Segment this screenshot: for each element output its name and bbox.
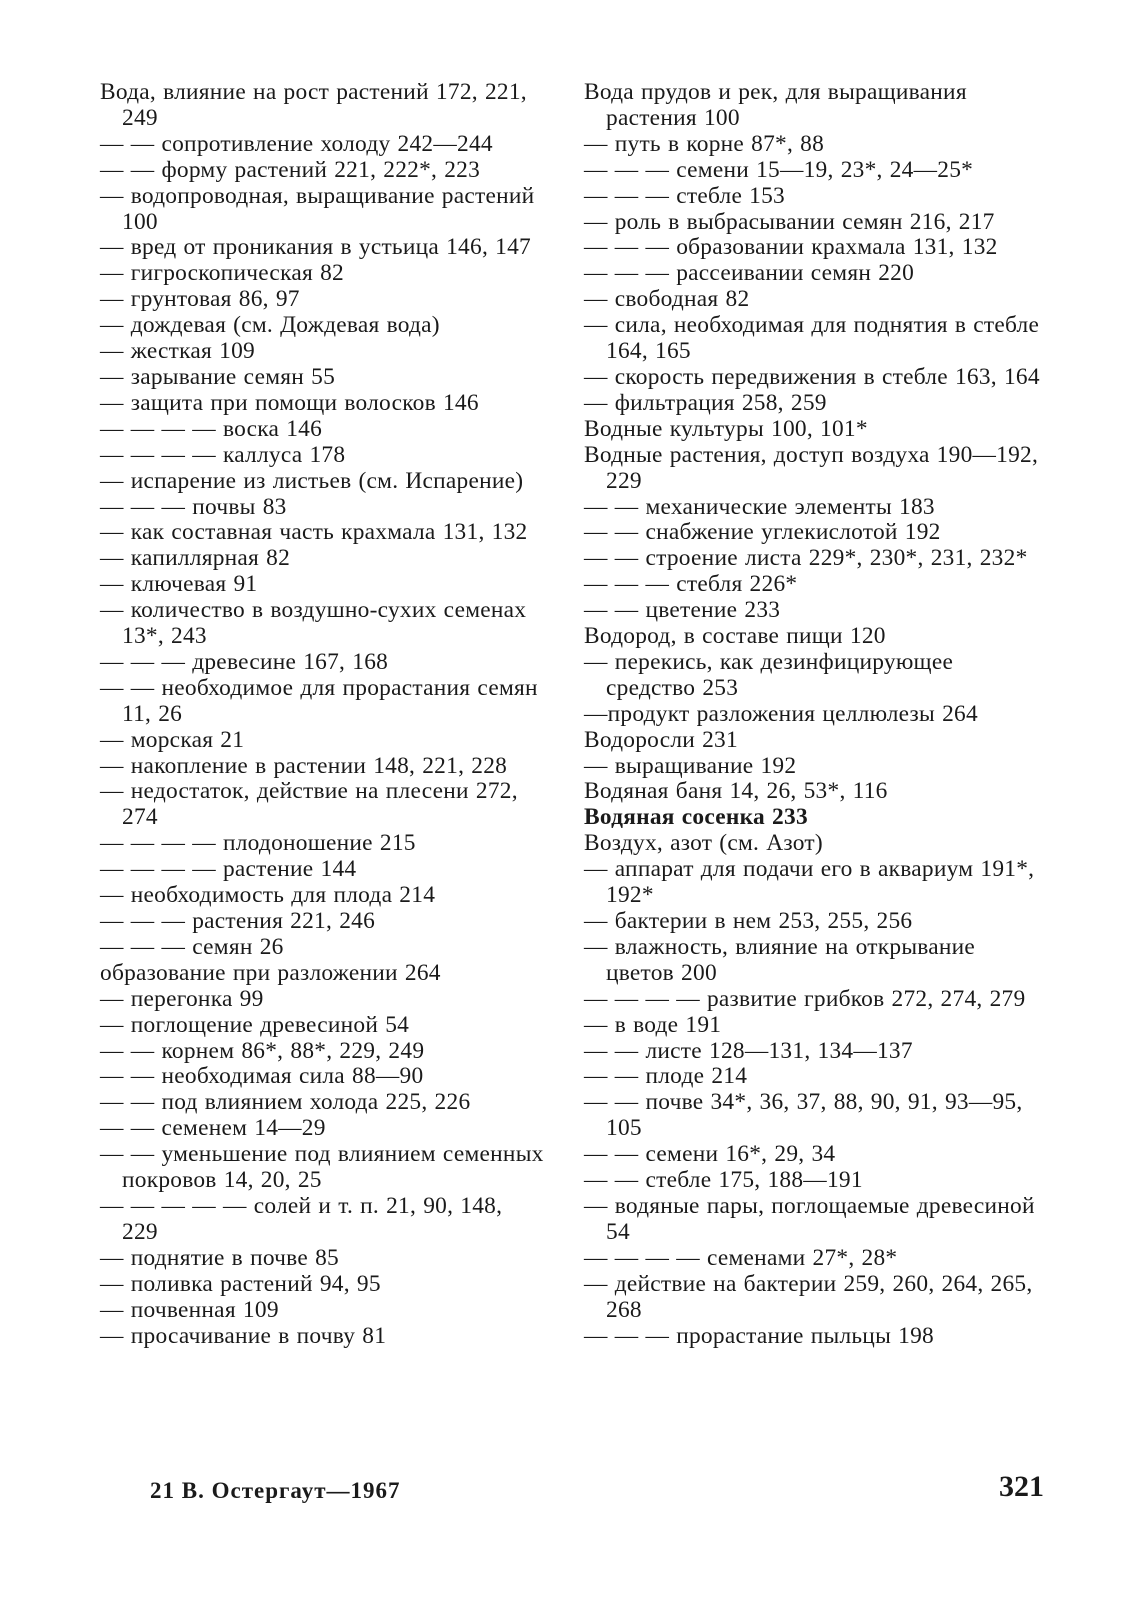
index-entry: — фильтрация 258, 259	[584, 389, 827, 416]
index-entry: — — цветение 233	[584, 597, 781, 624]
index-entry: образование при разложении 264	[100, 959, 441, 986]
index-entry: Водные растения, доступ воздуха 190—192, 229	[584, 441, 1039, 494]
index-entry: — — семени 16*, 29, 34	[584, 1141, 836, 1168]
index-entry: — — — — каллуса 178	[100, 441, 346, 468]
index-entry: Вода прудов и рек, для выращивания растения 100	[584, 79, 967, 131]
index-entry: — — механические элементы 183	[584, 493, 935, 520]
index-entry: — путь в корне 87*, 88	[584, 130, 825, 157]
index-entry: — — — — — солей и т. п. 21, 90, 148, 229	[100, 1192, 503, 1245]
index-entry: — свободная 82	[584, 286, 750, 313]
index-entry: — — — стебля 226*	[584, 571, 798, 598]
index-entry: — морская 21	[100, 726, 245, 753]
index-entry: — водяные пары, поглощаемые древесиной 54	[584, 1192, 1035, 1245]
index-entry: — — — — плодоношение 215	[100, 830, 416, 857]
index-entry: — — — древесине 167, 168	[100, 648, 389, 675]
index-entry: — сила, необходимая для поднятия в стебле 164, 165	[584, 312, 1040, 365]
index-entry: — влажность, влияние на открывание цветов 200	[584, 933, 976, 986]
index-entry: — почвенная 109	[100, 1296, 279, 1323]
index-entry: — поливка растений 94, 95	[100, 1270, 381, 1297]
index-entry: — — листе 128—131, 134—137	[584, 1037, 913, 1064]
printer-signature: 21 В. Остергаут—1967	[150, 1478, 401, 1503]
index-entry: — — — — развитие грибков 272, 274, 279	[584, 985, 1026, 1012]
index-column-right	[584, 80, 1044, 1349]
index-entry: — количество в воздушно-сухих семенах 13*, 243	[100, 597, 527, 650]
index-entry: — — — — растение 144	[100, 856, 357, 883]
index-entry: — — — семян 26	[100, 933, 284, 960]
index-entry: — вред от проникания в устьица 146, 147	[100, 234, 531, 261]
index-entry: Водяная сосенка 233	[584, 804, 808, 831]
index-entry: — аппарат для подачи его в аквариум 191*, 192*	[584, 856, 1035, 909]
index-entry: — зарывание семян 55	[100, 363, 336, 390]
index-entry: — — уменьшение под влиянием семенных покровов 14, 20, 25	[100, 1141, 544, 1194]
index-column-left	[100, 80, 545, 1349]
index-entry: Водяная баня 14, 26, 53*, 116	[584, 778, 888, 805]
index-entry: Водные культуры 100, 101*	[584, 415, 868, 442]
index-entry: — дождевая (см. Дождевая вода)	[100, 312, 440, 339]
index-entry: — — — — семенами 27*, 28*	[584, 1244, 898, 1271]
index-entry: — перекись, как дезинфицирующее средство 253	[584, 648, 954, 701]
index-entry: — поднятие в почве 85	[100, 1244, 339, 1271]
index-entry: — — строение листа 229*, 230*, 231, 232*	[584, 545, 1028, 572]
index-entry: — — — образовании крахмала 131, 132	[584, 234, 998, 261]
index-entry: — просачивание в почву 81	[100, 1322, 387, 1349]
index-entry: — накопление в растении 148, 221, 228	[100, 752, 508, 779]
index-entry: — — — прорастание пыльцы 198	[584, 1322, 934, 1349]
index-entry: Водоросли 231	[584, 726, 738, 753]
index-entry: — — — — воска 146	[100, 415, 323, 442]
index-entry: — защита при помощи волосков 146	[100, 389, 479, 416]
page-number: 321	[999, 1470, 1044, 1503]
index-entry: — — корнем 86*, 88*, 229, 249	[100, 1037, 425, 1064]
index-entry: — — форму растений 221, 222*, 223	[100, 156, 481, 183]
index-entry: — в воде 191	[584, 1011, 722, 1038]
index-entry: — — — рассеивании семян 220	[584, 260, 915, 287]
index-entry: — водопроводная, выращивание растений 100	[100, 182, 535, 235]
index-entry: — капиллярная 82	[100, 545, 291, 572]
index-entry: — грунтовая 86, 97	[100, 286, 300, 313]
index-entry: — поглощение древесиной 54	[100, 1011, 410, 1038]
index-entry: — — почве 34*, 36, 37, 88, 90, 91, 93—95, 105	[584, 1089, 1023, 1142]
index-entry: Водород, в составе пищи 120	[584, 623, 886, 650]
index-entry: — — — почвы 83	[100, 493, 287, 520]
index-entry: — — необходимая сила 88—90	[100, 1063, 424, 1090]
index-entry: — — плоде 214	[584, 1063, 748, 1090]
index-entry: — перегонка 99	[100, 985, 264, 1012]
index-entry: — роль в выбрасывании семян 216, 217	[584, 208, 995, 235]
index-entry: — — стебле 175, 188—191	[584, 1167, 863, 1194]
index-entry: Воздух, азот (см. Азот)	[584, 830, 823, 857]
index-entry: — — снабжение углекислотой 192	[584, 519, 941, 546]
index-entry: — испарение из листьев (см. Испарение)	[100, 467, 524, 494]
index-entry: — бактерии в нем 253, 255, 256	[584, 908, 913, 934]
index-entry: — — семенем 14—29	[100, 1115, 326, 1142]
index-entry: — гигроскопическая 82	[100, 260, 344, 287]
index-entry: — действие на бактерии 259, 260, 264, 265, 268	[584, 1270, 1033, 1323]
index-entry: — — необходимое для прорастания семян 11, 26	[100, 674, 538, 727]
index-entry: — выращивание 192	[584, 752, 797, 779]
index-entry: — жесткая 109	[100, 338, 255, 365]
index-entry: — — — семени 15—19, 23*, 24—25*	[584, 156, 974, 183]
index-entry: — как составная часть крахмала 131, 132	[100, 519, 528, 546]
index-entry: — — — стебле 153	[584, 182, 786, 209]
index-entry: — необходимость для плода 214	[100, 882, 436, 909]
index-entry: — скорость передвижения в стебле 163, 164	[584, 363, 1040, 390]
index-entry: — — — растения 221, 246	[100, 908, 376, 934]
index-entry: — — под влиянием холода 225, 226	[100, 1089, 471, 1116]
index-entry: —продукт разложения целлюлезы 264	[584, 700, 978, 727]
index-entry: — ключевая 91	[100, 571, 258, 598]
index-entry: — — сопротивление холоду 242—244	[100, 130, 493, 157]
index-entry: — недостаток, действие на плесени 272, 274	[100, 778, 518, 831]
index-entry: Вода, влияние на рост растений 172, 221, 249	[100, 79, 527, 131]
